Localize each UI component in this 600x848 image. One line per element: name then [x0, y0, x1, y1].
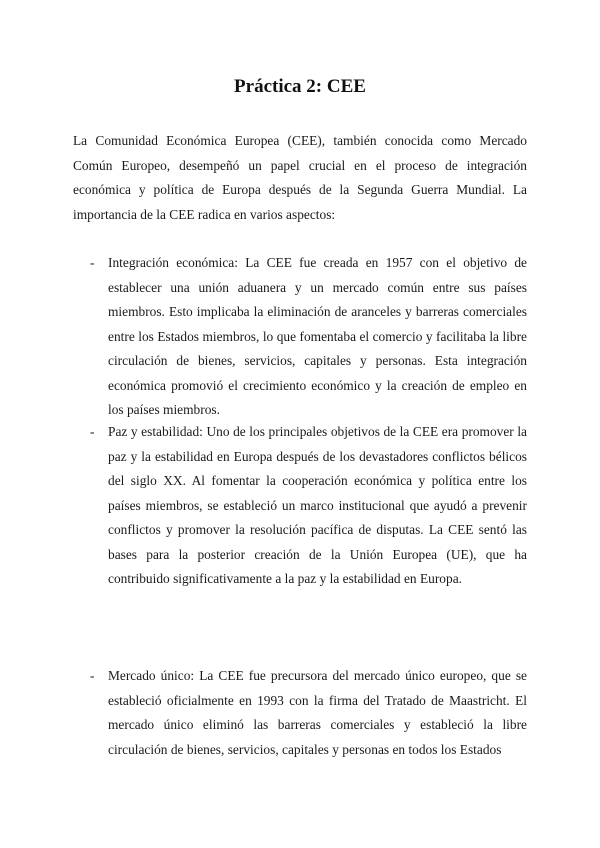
- page-title: Práctica 2: CEE: [234, 76, 366, 97]
- bullet-mercado-unico: Mercado único: La CEE fue precursora del mercado único europeo, que se estableció oficialmente en 1993 con la firma del Tratado de Maastricht. El mercado único eliminó las barreras comerciales y estableció la libre circulación de bienes, servicios, capitales y personas en todos los Estados: [108, 668, 527, 757]
- bullet-paz-y-estabilidad: Paz y estabilidad: Uno de los principales objetivos de la CEE era promover la paz y la estabilidad en Europa después de los devastadores conflictos bélicos del siglo XX. Al fomentar la cooperación económica y política entre los países miembros, se estableció un marco institucional que ayudó a prevenir conflictos y promover la resolución pacífica de disputas. La CEE sentó las bases para la posterior creación de la Unión Europea (UE), que ha contribuido significativamente a la paz y la estabilidad en Europa.: [108, 424, 527, 586]
- bullet-marker: -: [90, 668, 95, 683]
- bullet-marker: -: [90, 424, 95, 439]
- intro-paragraph: La Comunidad Económica Europea (CEE), también conocida como Mercado Común Europeo, desempeñó un papel crucial en el proceso de integración económica y política de Europa después de la Segunda Guerra Mundial. La importancia de la CEE radica en varios aspectos:: [73, 133, 527, 222]
- bullet-marker: -: [90, 255, 95, 270]
- bullet-integracion-economica: Integración económica: La CEE fue creada en 1957 con el objetivo de establecer una unión aduanera y un mercado común entre sus países miembros. Esto implicaba la eliminación de aranceles y barreras comerciales entre los Estados miembros, lo que fomentaba el comercio y facilitaba la libre circulación de bienes, servicios, capitales y personas. Esta integración económica promovió el crecimiento económico y la creación de empleo en los países miembros.: [108, 255, 527, 417]
